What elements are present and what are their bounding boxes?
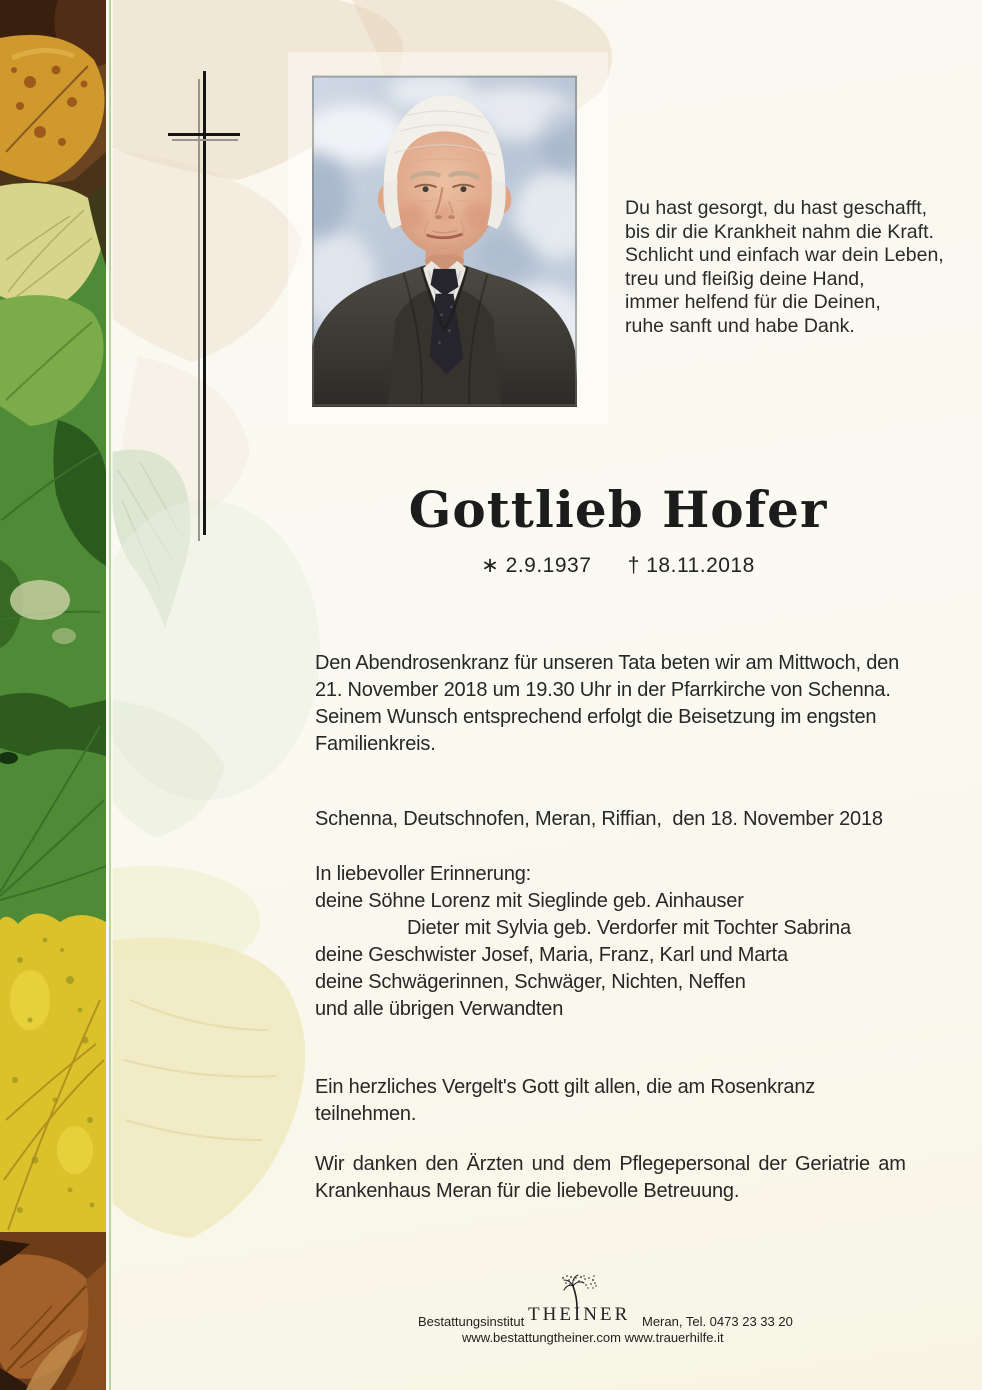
mourner-line: deine Schwägerinnen, Schwäger, Nichten, Neffen <box>315 971 746 993</box>
gratitude-note <box>315 1074 815 1128</box>
poem-line: Schlicht und einfach war dein Leben, <box>625 244 944 267</box>
cross-horizontal-light <box>172 139 238 141</box>
text-line: Wir danken den Ärzten und dem Pflegepersonal der Geriatrie am <box>315 1153 906 1175</box>
memorial-poem <box>625 197 944 339</box>
life-dates <box>312 553 924 578</box>
poem-line: immer helfend für die Deinen, <box>625 291 881 314</box>
birth-date: ∗ 2.9.1937 <box>481 554 592 577</box>
tree-logo-icon <box>558 1274 598 1308</box>
cross-vertical-light <box>198 79 200 541</box>
funeral-home-brand: THEINER <box>528 1304 631 1325</box>
deceased-name: Gottlieb Hofer <box>408 480 828 539</box>
mourner-line: und alle übrigen Verwandten <box>315 998 564 1020</box>
rosary-announcement <box>315 650 899 758</box>
death-date: † 18.11.2018 <box>627 554 755 577</box>
text-line: Krankenhaus Meran für die liebevolle Betreuung. <box>315 1180 740 1202</box>
funeral-home-contact: Meran, Tel. 0473 23 33 20 <box>642 1314 793 1329</box>
mourner-line: Dieter mit Sylvia geb. Verdorfer mit Tochter Sabrina <box>407 917 851 939</box>
text-line: teilnehmen. <box>315 1103 417 1125</box>
text-line: Familienkreis. <box>315 733 436 755</box>
mourner-line: deine Söhne Lorenz mit Sieglinde geb. Ainhauser <box>315 890 744 912</box>
mourners-list <box>315 861 851 1023</box>
portrait-photo <box>312 75 577 407</box>
poem-line: Du hast gesorgt, du hast geschafft, <box>625 197 928 219</box>
text-line: 21. November 2018 um 19.30 Uhr in der Pfarrkirche von Schenna. <box>315 679 891 701</box>
text-line: Seinem Wunsch entsprechend erfolgt die Beisetzung im engsten <box>315 706 877 728</box>
cross-horizontal-dark <box>168 133 240 136</box>
text-line: Den Abendrosenkranz für unseren Tata beten wir am Mittwoch, den <box>315 652 900 674</box>
poem-line: ruhe sanft und habe Dank. <box>625 314 855 337</box>
portrait-illustration <box>312 75 577 407</box>
mourner-line: deine Geschwister Josef, Maria, Franz, Karl und Marta <box>315 944 788 966</box>
mourners-heading: In liebevoller Erinnerung: <box>315 863 532 885</box>
text-line: Ein herzliches Vergelt's Gott gilt allen, die am Rosenkranz <box>315 1076 816 1098</box>
poem-line: treu und fleißig deine Hand, <box>625 267 865 290</box>
leaves-strip <box>0 0 113 1390</box>
funeral-home-prefix: Bestattungsinstitut <box>418 1314 525 1329</box>
poem-line: bis dir die Krankheit nahm die Kraft. <box>625 220 934 243</box>
funeral-home-websites: www.bestattungtheiner.com www.trauerhilfe.it <box>462 1330 724 1345</box>
thanks-note <box>315 1151 906 1205</box>
places-dateline: Schenna, Deutschnofen, Meran, Riffian, den 18. November 2018 <box>315 808 883 830</box>
